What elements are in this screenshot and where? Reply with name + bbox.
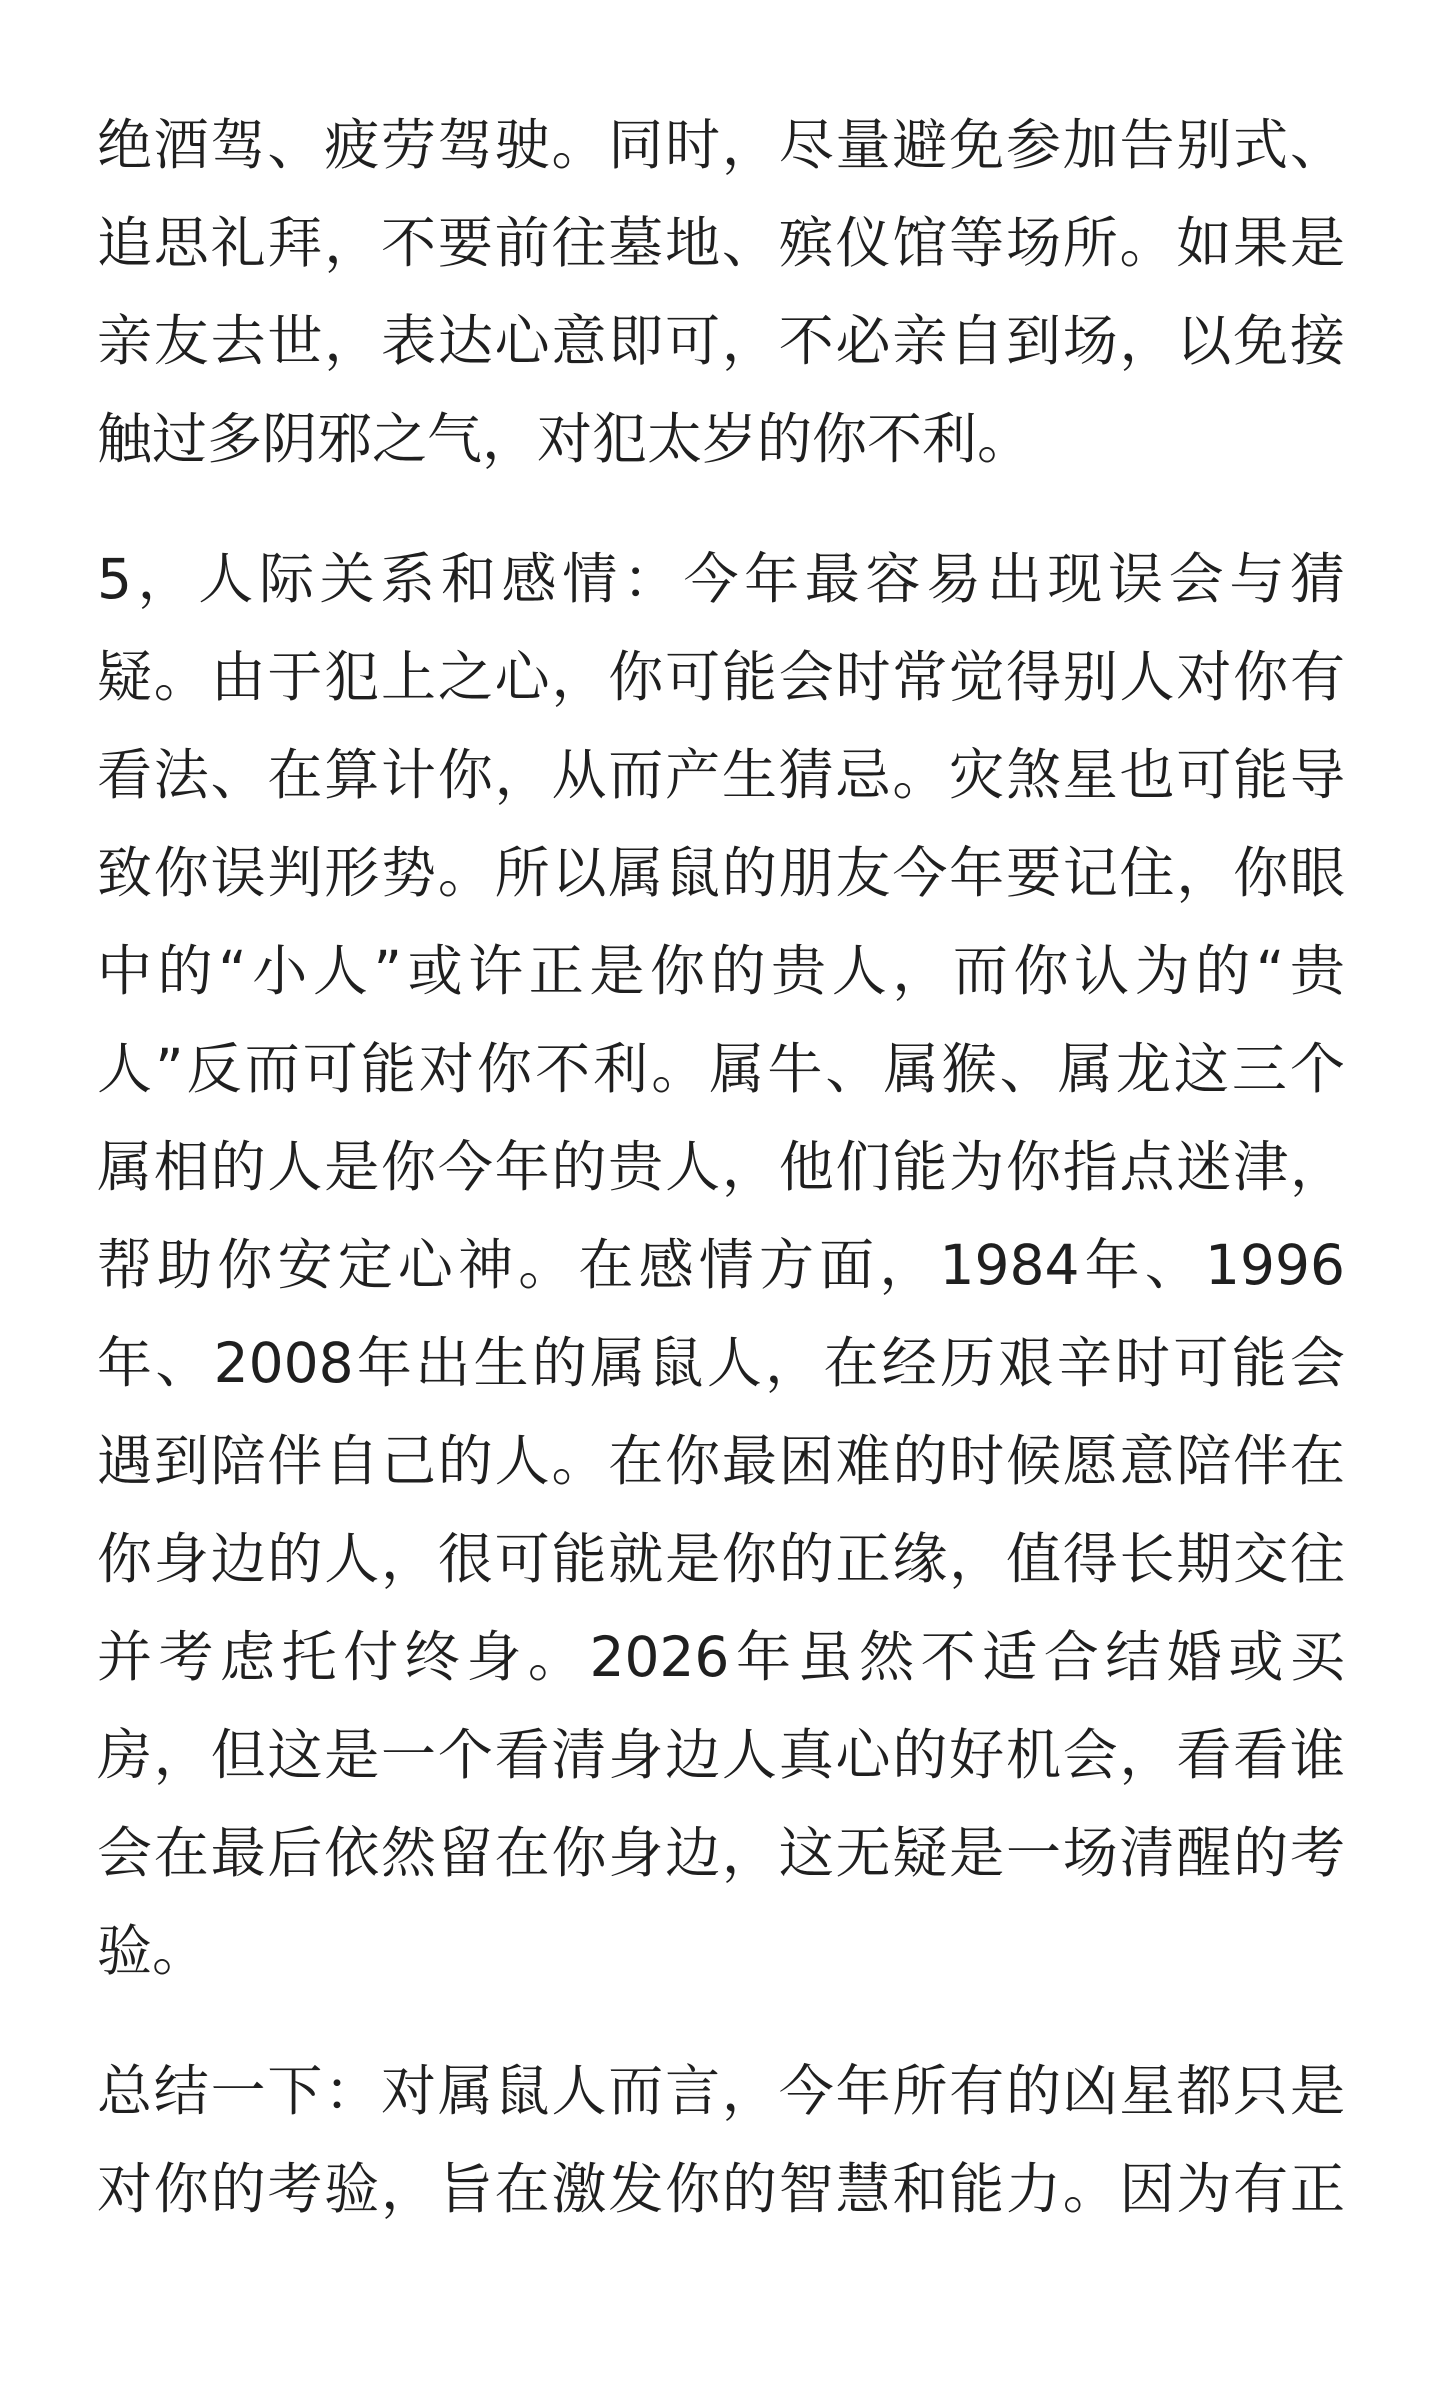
text-line: 你身边的人，很可能就是你的正缘，值得长期交往 xyxy=(97,1527,1345,1591)
paragraph xyxy=(97,96,1345,488)
text-line: 追思礼拜，不要前往墓地、殡仪馆等场所。如果是 xyxy=(97,211,1345,275)
text-line: 总结一下：对属鼠人而言，今年所有的凶星都只是 xyxy=(97,2059,1345,2123)
text-line: 中的“小人”或许正是你的贵人，而你认为的“贵 xyxy=(97,939,1345,1003)
text-line: 遇到陪伴自己的人。在你最困难的时候愿意陪伴在 xyxy=(97,1429,1345,1493)
text-line: 看法、在算计你，从而产生猜忌。灾煞星也可能导 xyxy=(97,743,1345,807)
text-line: 对你的考验，旨在激发你的智慧和能力。因为有正 xyxy=(97,2157,1345,2221)
text-line: 疑。由于犯上之心，你可能会时常觉得别人对你有 xyxy=(97,645,1345,709)
text-line: 触过多阴邪之气，对犯太岁的你不利。 xyxy=(97,407,1033,471)
text-line: 5，人际关系和感情：今年最容易出现误会与猜 xyxy=(97,547,1345,611)
paragraph xyxy=(97,2042,1345,2238)
paragraph xyxy=(97,530,1345,2000)
article-body xyxy=(97,96,1345,2280)
text-line: 亲友去世，表达心意即可，不必亲自到场，以免接 xyxy=(97,309,1345,373)
text-line: 年、2008年出生的属鼠人，在经历艰辛时可能会 xyxy=(97,1331,1345,1395)
text-line: 房，但这是一个看清身边人真心的好机会，看看谁 xyxy=(97,1723,1345,1787)
text-line: 帮助你安定心神。在感情方面，1984年、1996 xyxy=(97,1233,1345,1297)
text-line: 绝酒驾、疲劳驾驶。同时，尽量避免参加告别式、 xyxy=(97,113,1345,177)
text-line: 验。 xyxy=(97,1919,208,1983)
text-line: 人”反而可能对你不利。属牛、属猴、属龙这三个 xyxy=(97,1037,1345,1101)
text-line: 会在最后依然留在你身边，这无疑是一场清醒的考 xyxy=(97,1821,1345,1885)
text-line: 属相的人是你今年的贵人，他们能为你指点迷津， xyxy=(97,1135,1345,1199)
text-line: 并考虑托付终身。2026年虽然不适合结婚或买 xyxy=(97,1625,1345,1689)
text-line: 致你误判形势。所以属鼠的朋友今年要记住，你眼 xyxy=(97,841,1345,905)
